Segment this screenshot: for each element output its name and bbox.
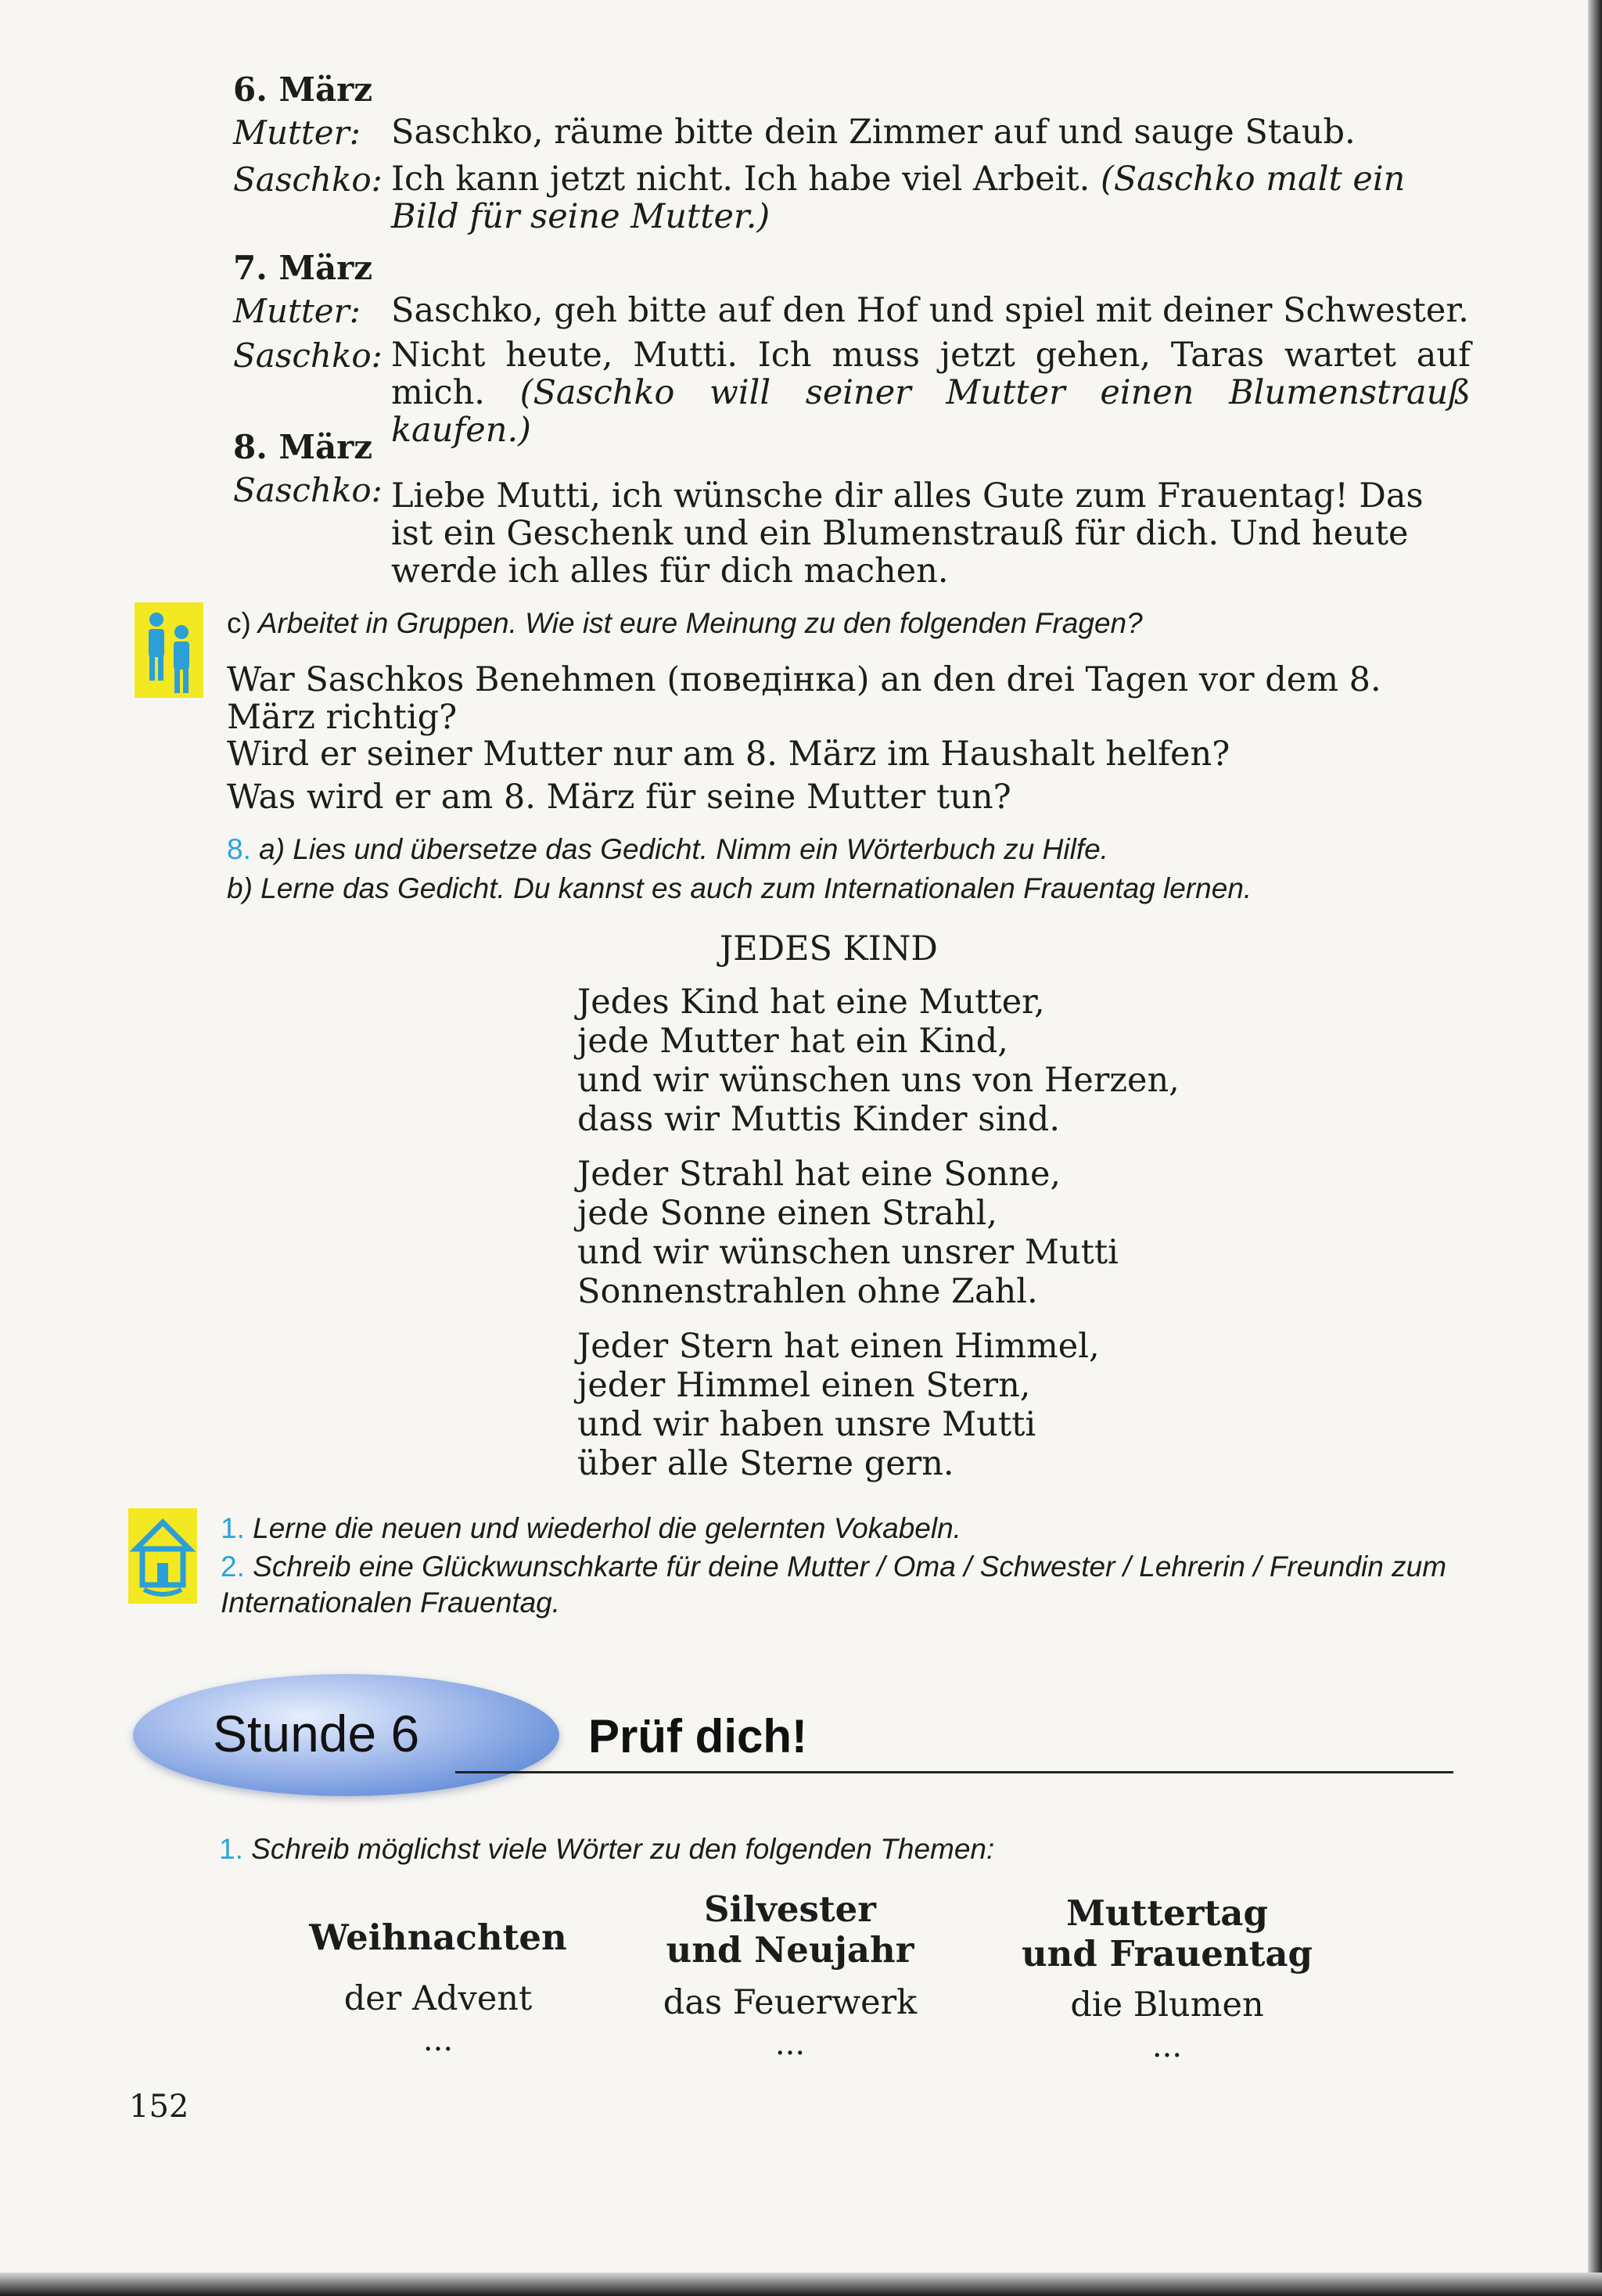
- poem-line: Sonnenstrahlen ohne Zahl.: [577, 1272, 1038, 1311]
- speaker-label: Saschko:: [233, 336, 383, 375]
- poem-line: jede Sonne einen Strahl,: [577, 1194, 998, 1233]
- lesson-title: Prüf dich!: [588, 1710, 807, 1762]
- speaker-label: Mutter:: [233, 292, 361, 330]
- task-text: Schreib möglichst viele Wörter zu den folgenden Themen:: [251, 1833, 995, 1865]
- task-number: 8.: [227, 833, 251, 865]
- stage-direction: (Saschko will seiner Mutter einen Blumenstrauß kaufen.): [391, 373, 1471, 450]
- task-8-b: b) Lerne das Gedicht. Du kannst es auch zum Internationalen Frauentag lernen.: [227, 872, 1252, 904]
- date-heading: 7. März: [233, 249, 373, 287]
- lesson-label: Stunde 6: [213, 1705, 420, 1762]
- topic-dots: ...: [774, 2026, 806, 2062]
- date-heading: 8. März: [233, 428, 373, 466]
- page-number: 152: [129, 2089, 189, 2125]
- heading-rule: [455, 1771, 1453, 1773]
- poem-line: jeder Himmel einen Stern,: [577, 1366, 1031, 1405]
- topic-word: das Feuerwerk: [663, 1983, 918, 2022]
- topic-heading: Weihnachten: [309, 1917, 567, 1958]
- poem-line: über alle Sterne gern.: [577, 1444, 954, 1483]
- topic-column: [1003, 1893, 1331, 1974]
- task-number: 1.: [221, 1512, 245, 1544]
- poem-line: jede Mutter hat ein Kind,: [577, 1022, 1008, 1061]
- topic-dots: ...: [1151, 2028, 1183, 2064]
- dialogue-line: Saschko, geh bitte auf den Hof und spiel mit deiner Schwester.: [391, 291, 1469, 330]
- question: Wird er seiner Mutter nur am 8. März im Haushalt helfen?: [227, 735, 1230, 774]
- poem-line: und wir haben unsre Mutti: [577, 1405, 1036, 1444]
- speaker-label: Saschko:: [233, 471, 383, 509]
- poem-line: dass wir Muttis Kinder sind.: [577, 1100, 1060, 1139]
- homework-house-icon: [128, 1508, 197, 1604]
- dialogue-line: [391, 160, 1471, 235]
- poem-line: Jeder Strahl hat eine Sonne,: [577, 1155, 1061, 1194]
- task-number: 1.: [219, 1833, 243, 1865]
- topic-dots: ...: [422, 2022, 454, 2058]
- topic-heading: Muttertag: [1066, 1892, 1268, 1934]
- task-label: c): [227, 607, 251, 639]
- homework-item: [221, 1512, 1488, 1545]
- topic-heading: Silvester: [704, 1888, 876, 1930]
- dialogue-text: Nicht heute, Mutti. Ich muss jetzt gehen, Taras wartet auf mich.: [391, 336, 1471, 412]
- dialogue-text: Ich kann jetzt nicht. Ich habe viel Arbeit.: [391, 160, 1090, 199]
- task-text: a) Lies und übersetze das Gedicht. Nimm ein Wörterbuch zu Hilfe.: [259, 833, 1108, 865]
- poem-line: Jedes Kind hat eine Mutter,: [577, 983, 1045, 1022]
- poem-line: Jeder Stern hat einen Himmel,: [577, 1327, 1100, 1366]
- topic-word: der Advent: [343, 1979, 533, 2018]
- poem-stanza: [577, 1155, 1119, 1311]
- poem-stanza: [577, 1327, 1100, 1483]
- stage-direction: (Saschko malt ein Bild für seine Mutter.): [391, 160, 1406, 236]
- group-work-icon: [135, 602, 203, 698]
- page-edge-shadow: [1588, 0, 1602, 2296]
- dialogue-line: Saschko, räume bitte dein Zimmer auf und sauge Staub.: [391, 113, 1356, 152]
- topic-column: [626, 1889, 954, 1971]
- topic-heading: und Neujahr: [666, 1929, 914, 1971]
- topic-column: [274, 1897, 602, 1958]
- speaker-label: Saschko:: [233, 160, 383, 199]
- speaker-label: Mutter:: [233, 113, 361, 152]
- task-1-instruction: [219, 1833, 1471, 1866]
- topic-heading: und Frauentag: [1021, 1933, 1313, 1974]
- task-text: Schreib eine Glückwunschkarte für deine Mutter / Oma / Schwester / Lehrerin / Freundin zum Internationalen Frauentag.: [221, 1550, 1447, 1619]
- homework-item: [221, 1549, 1472, 1621]
- poem-stanza: [577, 983, 1180, 1139]
- task-text: Arbeitet in Gruppen. Wie ist eure Meinung zu den folgenden Fragen?: [257, 607, 1143, 639]
- page-bottom-shadow: [0, 2273, 1602, 2296]
- task-c-instruction: [227, 607, 1478, 640]
- poem-line: und wir wünschen unsrer Mutti: [577, 1233, 1119, 1272]
- topic-word: die Blumen: [1070, 1985, 1264, 2025]
- question: Was wird er am 8. März für seine Mutter tun?: [227, 778, 1011, 817]
- dialogue-line: Liebe Mutti, ich wünsche dir alles Gute zum Frauentag! Das ist ein Geschenk und ein Blumenstrauß für dich. Und heute werde ich alles für dich machen.: [391, 476, 1424, 591]
- task-text: Lerne die neuen und wiederhol die gelernten Vokabeln.: [253, 1512, 961, 1544]
- question: War Saschkos Benehmen (поведінка) an den drei Tagen vor dem 8. März richtig?: [227, 660, 1381, 737]
- poem-title: JEDES KIND: [720, 929, 938, 968]
- task-number: 2.: [221, 1550, 245, 1583]
- task-8-a: [227, 833, 1518, 866]
- date-heading: 6. März: [233, 70, 373, 109]
- poem-line: und wir wünschen uns von Herzen,: [577, 1061, 1180, 1100]
- dialogue-line: [391, 336, 1471, 449]
